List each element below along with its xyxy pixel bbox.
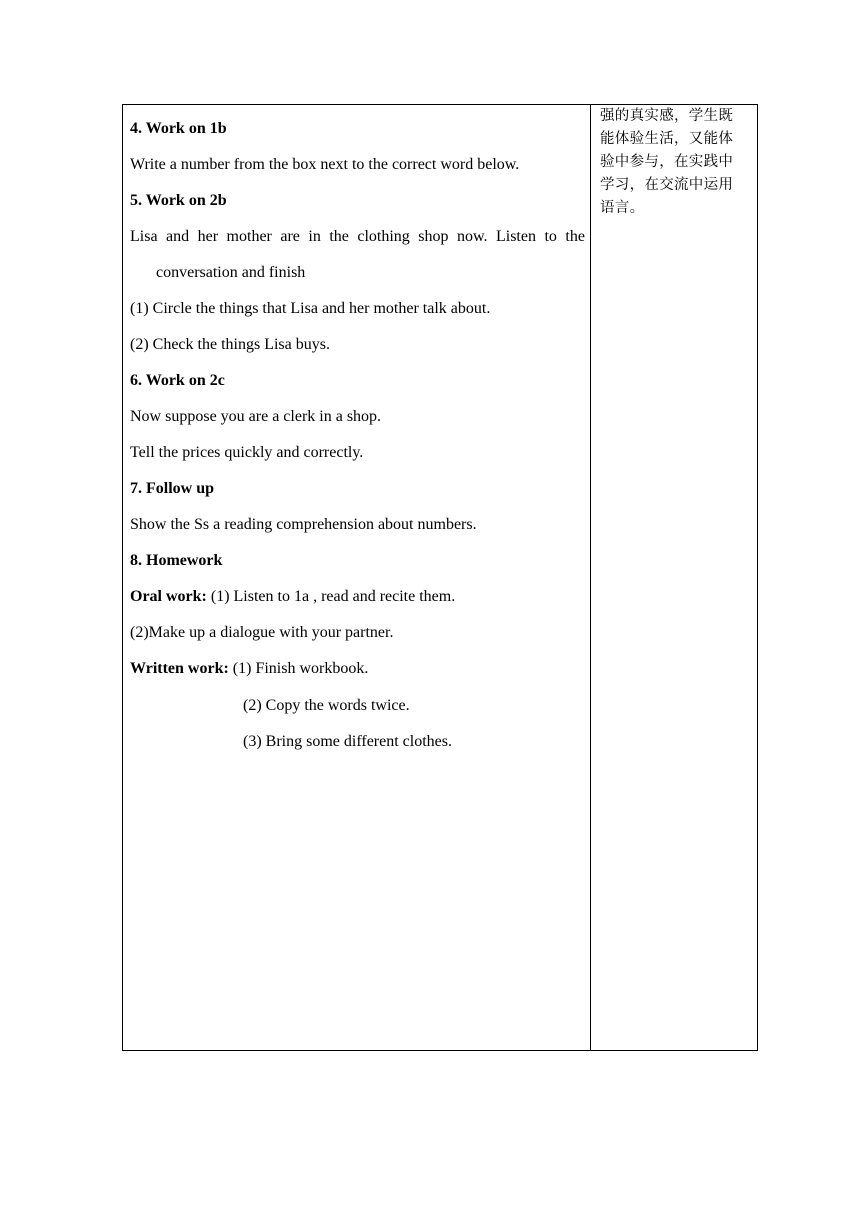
section-5-word: to	[544, 228, 557, 245]
section-6-heading: 6. Work on 2c	[130, 372, 225, 389]
section-5-word: clothing	[357, 228, 410, 245]
side-text-line-1: 强的真实感，学生既	[600, 108, 734, 124]
lesson-plan-table	[122, 104, 758, 1051]
section-5-word: her	[197, 228, 219, 245]
section-6-text-2: Tell the prices quickly and correctly.	[130, 444, 364, 461]
section-5-word: Listen	[495, 228, 536, 245]
oral-work-item-2: (2)Make up a dialogue with your partner.	[130, 624, 394, 641]
section-5-text-line-2: conversation and finish	[156, 264, 306, 281]
section-5-word: shop	[418, 228, 449, 245]
section-8-heading: 8. Homework	[130, 552, 223, 569]
section-7-heading: 7. Follow up	[130, 480, 215, 497]
procedure-cell	[123, 105, 590, 1050]
side-text-line-2: 能体验生活，又能体	[600, 131, 734, 147]
section-5-text-line-1	[130, 227, 585, 247]
section-7-text: Show the Ss a reading comprehension about numbers.	[130, 516, 477, 533]
section-5-word: mother	[226, 228, 272, 245]
section-5-word: now.	[456, 228, 488, 245]
section-5-word: the	[565, 228, 585, 245]
side-text-line-4: 学习，在交流中运用	[600, 177, 734, 193]
section-5-word: the	[329, 228, 349, 245]
written-work-line-1	[130, 659, 368, 679]
section-5-word: Lisa	[130, 228, 158, 245]
section-5-word: in	[308, 228, 321, 245]
section-5-heading: 5. Work on 2b	[130, 192, 227, 209]
section-6-text-1: Now suppose you are a clerk in a shop.	[130, 408, 382, 425]
section-5-word: and	[166, 228, 190, 245]
oral-work-item-1: (1) Listen to 1a , read and recite them.	[206, 588, 456, 605]
written-work-label: Written work:	[130, 660, 229, 677]
written-work-item-3: (3) Bring some different clothes.	[243, 733, 452, 750]
side-text-line-5: 语言。	[600, 200, 645, 216]
oral-work-line-1	[130, 587, 455, 607]
section-5-word: are	[280, 228, 300, 245]
oral-work-label: Oral work:	[130, 588, 207, 605]
written-work-item-1: (1) Finish workbook.	[228, 660, 369, 677]
section-4-text: Write a number from the box next to the correct word below.	[130, 156, 520, 173]
section-4-heading: 4. Work on 1b	[130, 120, 227, 137]
written-work-item-2: (2) Copy the words twice.	[243, 697, 410, 714]
design-intent-cell	[591, 105, 757, 1050]
section-5-item-2: (2) Check the things Lisa buys.	[130, 336, 330, 353]
side-text-line-3: 验中参与，在实践中	[600, 154, 734, 170]
section-5-item-1: (1) Circle the things that Lisa and her mother talk about.	[130, 300, 491, 317]
